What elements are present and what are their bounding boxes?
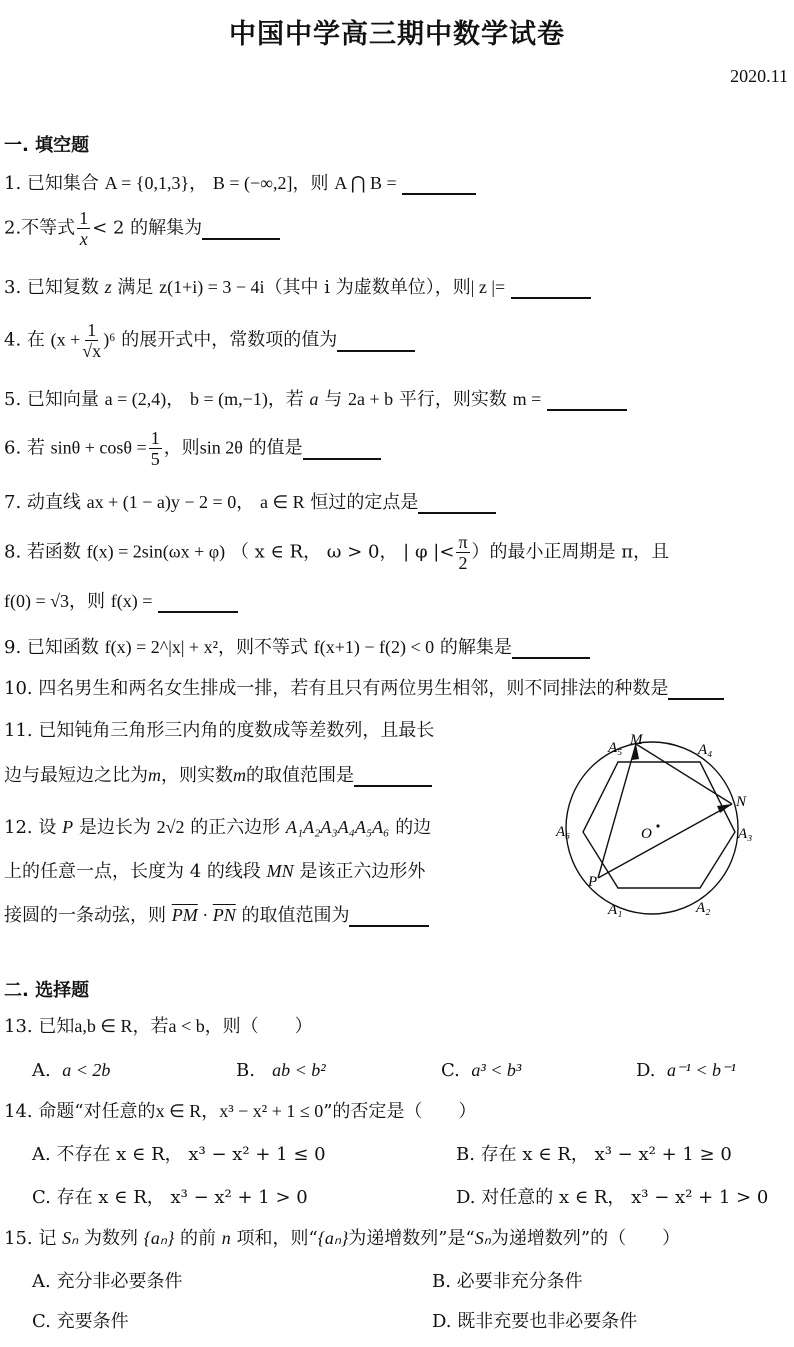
exam-title: 中国中学高三期中数学试卷 [229, 19, 565, 50]
q11-m: m [148, 765, 161, 785]
q12-answer-blank [349, 905, 429, 927]
q15-option-c[interactable]: C. 充要条件 [32, 1311, 129, 1332]
q14-expr: x³ − x² + 1 ≤ 0 [219, 1101, 324, 1121]
q15-sn2: Sₙ [474, 1228, 491, 1248]
question-15 [4, 1225, 680, 1252]
question-8-line-2 [4, 588, 238, 615]
q8-suffix: ）的最小正周期是 π，且 [471, 541, 670, 563]
q8-numerator: π [458, 532, 468, 552]
q13-cond: a < b [168, 1016, 205, 1036]
question-12-line-3 [4, 902, 429, 929]
q8-fraction [456, 532, 469, 573]
q5-vector-b: b = (m,−1) [190, 389, 268, 409]
question-5: 5. 已知向量 a = (2,4)， b = (m,−1)，若 a 与 2a + b 平行，则实数 m = [4, 386, 627, 413]
q12-vector-pn: $\overline{PN}$ [212, 905, 236, 925]
q2-answer-blank [202, 218, 280, 240]
q15-mid3: 项和，则“ [236, 1228, 318, 1249]
q7-prefix: 7. 动直线 [4, 492, 81, 513]
q4-denominator: √x [82, 341, 102, 361]
q12-hexagon: A₁A₂A₃A₄A₅A₆ [285, 817, 390, 837]
q12-line3-a: 接圆的一条动弦，则 [4, 905, 166, 926]
q4-prefix: 4. 在 [4, 329, 45, 351]
question-2 [4, 208, 280, 249]
exam-date: 2020.11 [730, 66, 788, 86]
label-o: O [641, 826, 652, 842]
q9-answer-blank [512, 637, 590, 659]
q8-line2-c: f(x) = [110, 591, 153, 611]
q5-suffix: 平行，则实数 [398, 389, 507, 410]
q13-option-b-letter: B. [236, 1060, 255, 1081]
q15-mid4: 为递增数列”是“ [348, 1228, 475, 1249]
question-9 [4, 634, 590, 661]
q12-line1-d: 的边 [395, 817, 432, 838]
q5-prefix: 5. 已知向量 [4, 389, 99, 410]
q13-option-d[interactable] [636, 1058, 736, 1083]
q1-comma: ， [189, 173, 208, 194]
q10-answer-blank [668, 678, 724, 700]
label-a1: A₁ [608, 902, 623, 918]
q15-prefix: 15. 记 [4, 1228, 57, 1249]
q6-expr: sinθ + cosθ = [50, 437, 147, 458]
label-m: M [630, 732, 643, 748]
q13-option-d-letter: D. [636, 1060, 656, 1081]
label-p: P [588, 874, 598, 890]
q14-option-d[interactable]: D. 对任意的 x ∈ R， x³ − x² + 1 > 0 [456, 1187, 769, 1208]
q7-cond: a ∈ R [259, 492, 305, 512]
q6-suffix: 的值是 [248, 437, 303, 459]
question-3 [4, 274, 591, 301]
q3-mid: 满足 [117, 277, 154, 298]
q15-suffix: 为递增数列”的（ ） [490, 1228, 681, 1249]
q12-side-length: 2√2 [156, 817, 185, 837]
q7-mid: ， [236, 492, 255, 513]
q15-sn: Sₙ [62, 1228, 79, 1248]
center-point [656, 824, 659, 827]
q1-prefix: 1. 已知集合 [4, 173, 99, 194]
section-multiple-choice: 二. 选择题 [4, 980, 90, 1001]
label-a4: A₄ [698, 742, 713, 758]
q13-option-a[interactable] [32, 1058, 110, 1083]
q15-mid2: 的前 [180, 1228, 217, 1249]
q11-line2-b: ，则实数 [161, 765, 233, 786]
hexagon-circle-figure [548, 728, 768, 932]
question-13 [4, 1013, 313, 1040]
q1-expr: A ⋂ B = [334, 173, 397, 193]
q13-suffix: ，则（ ） [204, 1016, 313, 1037]
q3-expr: z(1+i) = 3 − 4i [159, 277, 265, 297]
q3-z: z [104, 277, 112, 297]
hexagon-diagram [548, 728, 768, 928]
q5-m: m = [512, 389, 542, 409]
question-6 [4, 428, 381, 469]
q13-mid: ，若 [132, 1016, 169, 1037]
q11-line2-a: 边与最短边之比为 [4, 765, 148, 786]
q12-line1-a: 12. 设 [4, 817, 57, 838]
q13-option-b-text: ab < b² [272, 1060, 326, 1080]
q12-line3-b: 的取值范围为 [241, 905, 350, 926]
q5-combination: 2a + b [348, 389, 394, 409]
label-a5: A₅ [608, 740, 623, 756]
q2-numerator: 1 [79, 208, 89, 228]
q2-mid: < 2 的解集为 [92, 217, 203, 239]
q8-prefix: 8. 若函数 [4, 541, 81, 563]
q4-expr-close: )⁶ [103, 329, 116, 350]
q13-option-d-text: a⁻¹ < b⁻¹ [666, 1060, 736, 1080]
q7-suffix: 恒过的定点是 [310, 492, 419, 513]
q15-option-d[interactable]: D. 既非充要也非必要条件 [432, 1311, 638, 1332]
q9-expr: f(x) = 2^|x| + x² [104, 637, 218, 657]
q6-sin2: sin 2θ [199, 437, 243, 458]
q11-m2: m [233, 765, 246, 785]
question-11-line-2 [4, 762, 432, 789]
q9-prefix: 9. 已知函数 [4, 637, 99, 658]
q11-line1: 11. 已知钝角三角形三内角的度数成等差数列，且最长 [4, 720, 435, 741]
q6-mid: ，则 [163, 437, 200, 459]
q15-option-a[interactable]: A. 充分非必要条件 [32, 1271, 183, 1292]
q15-an: {aₙ} [143, 1228, 175, 1248]
q4-numerator: 1 [87, 320, 97, 340]
q12-dot: · [197, 905, 213, 925]
question-7 [4, 489, 496, 516]
question-1 [4, 170, 476, 197]
q9-mid: ，则不等式 [217, 637, 308, 658]
q5-vector-a: a = (2,4) [104, 389, 167, 409]
q14-x: x ∈ R [155, 1101, 202, 1121]
q14-option-c[interactable]: C. 存在 x ∈ R， x³ − x² + 1 > 0 [32, 1187, 308, 1208]
q14-option-b[interactable]: B. 存在 x ∈ R， x³ − x² + 1 ≥ 0 [456, 1144, 732, 1165]
q8-denominator: 2 [458, 553, 468, 573]
q13-option-a-letter: A. [32, 1060, 51, 1081]
q15-an2: {aₙ} [317, 1228, 349, 1248]
q4-fraction [82, 320, 101, 361]
q2-fraction [77, 208, 90, 249]
q13-option-b[interactable] [236, 1058, 326, 1083]
q1-set-a: A = {0,1,3} [104, 173, 190, 193]
label-a2: A₂ [696, 900, 711, 916]
q13-prefix: 13. 已知 [4, 1016, 75, 1037]
q8-line2-a: f(0) = √3 [4, 591, 70, 611]
q12-line2-a: 上的任意一点，长度为 4 的线段 [4, 861, 261, 882]
q3-answer-blank [511, 277, 591, 299]
q14-option-a[interactable]: A. 不存在 x ∈ R， x³ − x² + 1 ≤ 0 [32, 1144, 326, 1165]
section-fill-in-blank: 一. 填空题 [4, 135, 90, 156]
question-11-line-1 [4, 718, 434, 744]
q14-comma: ， [201, 1101, 220, 1122]
q15-n: n [221, 1228, 231, 1248]
q13-option-c-text: a³ < b³ [471, 1060, 522, 1080]
q14-prefix: 14. 命题“对任意的 [4, 1101, 156, 1122]
q2-denominator: x [79, 229, 88, 249]
question-8 [4, 532, 669, 573]
q7-expr: ax + (1 − a)y − 2 = 0 [86, 492, 237, 512]
q12-p: P [62, 817, 74, 837]
q9-suffix: 的解集是 [439, 637, 512, 658]
q6-prefix: 6. 若 [4, 437, 45, 459]
q8-answer-blank [158, 591, 238, 613]
q7-answer-blank [418, 492, 496, 514]
q12-line2-b: 是该正六边形外 [299, 861, 426, 882]
q5-with: 与 [324, 389, 343, 410]
q15-mid1: 为数列 [84, 1228, 138, 1249]
q5-answer-blank [547, 389, 627, 411]
question-10 [4, 676, 724, 702]
q4-expr-open: (x + [50, 329, 81, 350]
q5-mid: ，若 [267, 389, 304, 410]
q13-option-c[interactable] [441, 1058, 521, 1083]
q13-option-a-text: a < 2b [62, 1060, 111, 1080]
q2-prefix: 2.不等式 [4, 217, 76, 239]
q10-text: 10. 四名男生和两名女生排成一排，若有且只有两位男生相邻，则不同排法的种数是 [4, 678, 669, 699]
q6-fraction [149, 428, 162, 469]
q3-paren: （其中 i 为虚数单位），则 [264, 277, 471, 298]
q15-option-b[interactable]: B. 必要非充分条件 [432, 1271, 583, 1292]
q1-set-b: B = (−∞,2] [212, 173, 293, 193]
q11-answer-blank [354, 765, 432, 787]
label-n: N [736, 794, 747, 810]
question-4 [4, 320, 415, 361]
q1-answer-blank [402, 173, 476, 195]
q3-abs: | z |= [470, 277, 506, 297]
label-a6: A₆ [556, 824, 571, 840]
chord-mn [636, 744, 732, 804]
question-14 [4, 1098, 476, 1125]
label-a3: A₃ [738, 826, 753, 842]
q4-suffix: 的展开式中，常数项的值为 [121, 329, 338, 351]
q8-line2-b: ，则 [69, 591, 106, 612]
q12-line1-b: 是边长为 [78, 817, 151, 838]
q11-line2-c: 的取值范围是 [246, 765, 354, 786]
q14-suffix: ”的否定是（ ） [323, 1101, 477, 1122]
q13-option-c-letter: C. [441, 1060, 460, 1081]
q6-numerator: 1 [150, 428, 160, 448]
q12-line1-c: 的正六边形 [190, 817, 281, 838]
q8-expr: f(x) = 2sin(ωx + φ) [86, 541, 226, 562]
q1-then: ，则 [292, 173, 329, 194]
q13-ab: a,b ∈ R [74, 1016, 133, 1036]
question-12-line-2 [4, 858, 425, 885]
segment-pn [598, 804, 732, 878]
q5-vec-a: a [309, 389, 319, 409]
q12-vector-pm: $\overline{PM}$ [171, 905, 198, 925]
q6-answer-blank [303, 438, 381, 460]
q9-ineq: f(x+1) − f(2) < 0 [313, 637, 435, 657]
q12-mn: MN [266, 861, 294, 881]
question-12-line-1 [4, 814, 431, 841]
q8-cond: （ x ∈ R， ω > 0， | φ |< [230, 541, 455, 563]
q6-denominator: 5 [150, 449, 160, 469]
q4-answer-blank [337, 330, 415, 352]
q3-prefix: 3. 已知复数 [4, 277, 99, 298]
